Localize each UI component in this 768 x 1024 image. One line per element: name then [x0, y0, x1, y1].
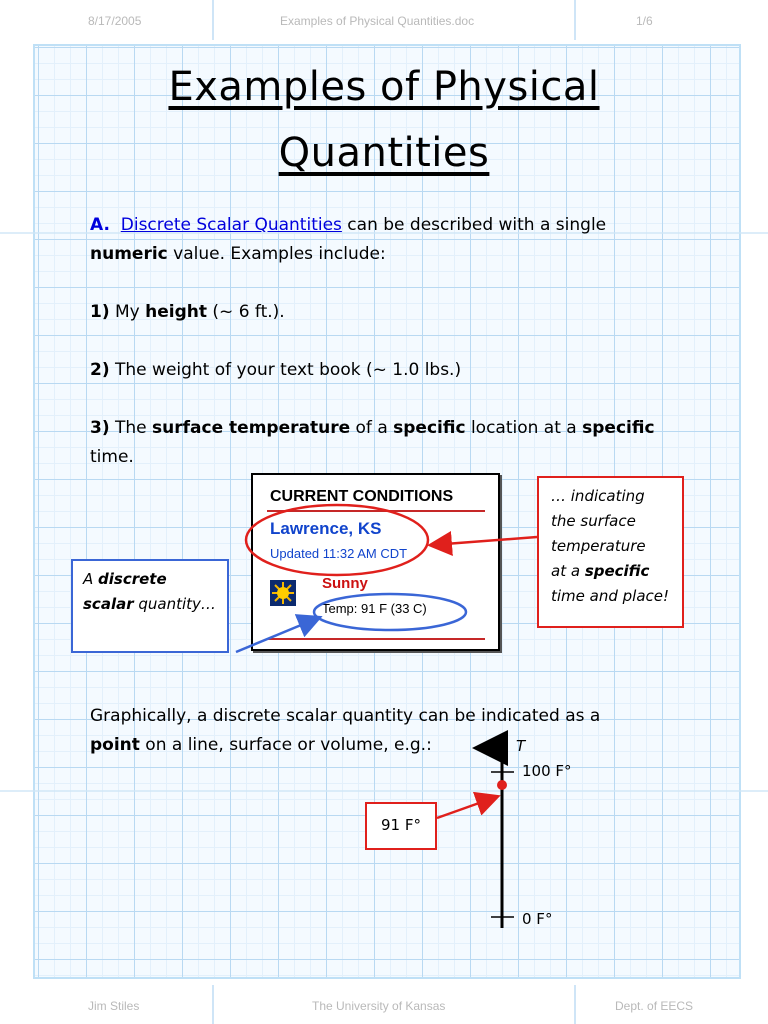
footer-department: Dept. of EECS — [615, 999, 694, 1013]
callout-keyword: discrete — [98, 570, 167, 588]
discrete-scalar-link[interactable]: Discrete Scalar Quantities — [120, 215, 342, 235]
page-title-line2: Quantities — [278, 130, 490, 176]
example-keyword: specific — [393, 418, 466, 438]
example-number: 2) — [90, 360, 110, 380]
callout-text: … indicating — [551, 487, 645, 505]
callout-text: quantity… — [133, 595, 216, 613]
header-divider — [574, 0, 576, 40]
example-number: 1) — [90, 302, 110, 322]
example-keyword: surface temperature — [152, 418, 351, 438]
axis-label-t: T — [516, 737, 526, 755]
page-footer — [0, 985, 768, 1015]
weather-widget — [251, 473, 500, 651]
example-2 — [90, 356, 461, 385]
sun-icon — [270, 580, 296, 606]
example-3 — [90, 414, 655, 472]
point-value-label: 91 F° — [365, 802, 437, 850]
header-date: 8/17/2005 — [88, 14, 142, 28]
divider — [267, 638, 485, 640]
example-keyword: height — [145, 302, 208, 322]
divider — [267, 510, 485, 512]
example-text: time. — [90, 447, 134, 467]
margin-line — [0, 790, 768, 792]
example-keyword: specific — [582, 418, 655, 438]
numeric-keyword: numeric — [90, 244, 168, 264]
example-text: The weight of your text book (~ 1.0 lbs.) — [109, 360, 462, 380]
callout-keyword: scalar — [83, 595, 134, 613]
point-keyword: point — [90, 735, 140, 755]
axis-tick-0: 0 F° — [522, 910, 553, 928]
callout-keyword: specific — [584, 562, 650, 580]
graphical-text: Graphically, a discrete scalar quantity can be indicated as a — [90, 706, 601, 726]
section-a-text2: value. Examples include: — [167, 244, 386, 264]
header-page-number: 1/6 — [636, 14, 653, 28]
current-conditions-heading: CURRENT CONDITIONS — [270, 488, 454, 505]
footer-university: The University of Kansas — [312, 999, 446, 1013]
axis-tick-100: 100 F° — [522, 762, 572, 780]
weather-updated-time: Updated 11:32 AM CDT — [270, 546, 408, 561]
callout-text: A — [83, 570, 99, 588]
example-text: of a — [350, 418, 394, 438]
callout-text: temperature — [551, 537, 646, 555]
callout-text: at a — [551, 562, 585, 580]
section-a-paragraph — [90, 211, 606, 269]
example-1 — [90, 298, 285, 327]
weather-condition: Sunny — [322, 575, 368, 592]
example-text: My — [109, 302, 146, 322]
callout-text: the surface — [551, 512, 636, 530]
section-letter: A. — [90, 215, 110, 235]
example-text: location at a — [465, 418, 583, 438]
callout-discrete-scalar — [71, 559, 229, 653]
graphical-text: on a line, surface or volume, e.g.: — [139, 735, 432, 755]
example-text: (~ 6 ft.). — [207, 302, 285, 322]
header-divider — [212, 0, 214, 40]
page-title-line1: Examples of Physical — [168, 64, 600, 110]
weather-temperature: Temp: 91 F (33 C) — [322, 601, 427, 616]
callout-indicating — [537, 476, 684, 628]
example-text: The — [109, 418, 153, 438]
callout-text: time and place! — [551, 587, 670, 605]
weather-city: Lawrence, KS — [270, 519, 382, 538]
section-a-text: can be described with a single — [341, 215, 607, 235]
example-number: 3) — [90, 418, 110, 438]
footer-author: Jim Stiles — [88, 999, 140, 1013]
page-header — [0, 0, 768, 30]
header-filename: Examples of Physical Quantities.doc — [280, 14, 475, 28]
